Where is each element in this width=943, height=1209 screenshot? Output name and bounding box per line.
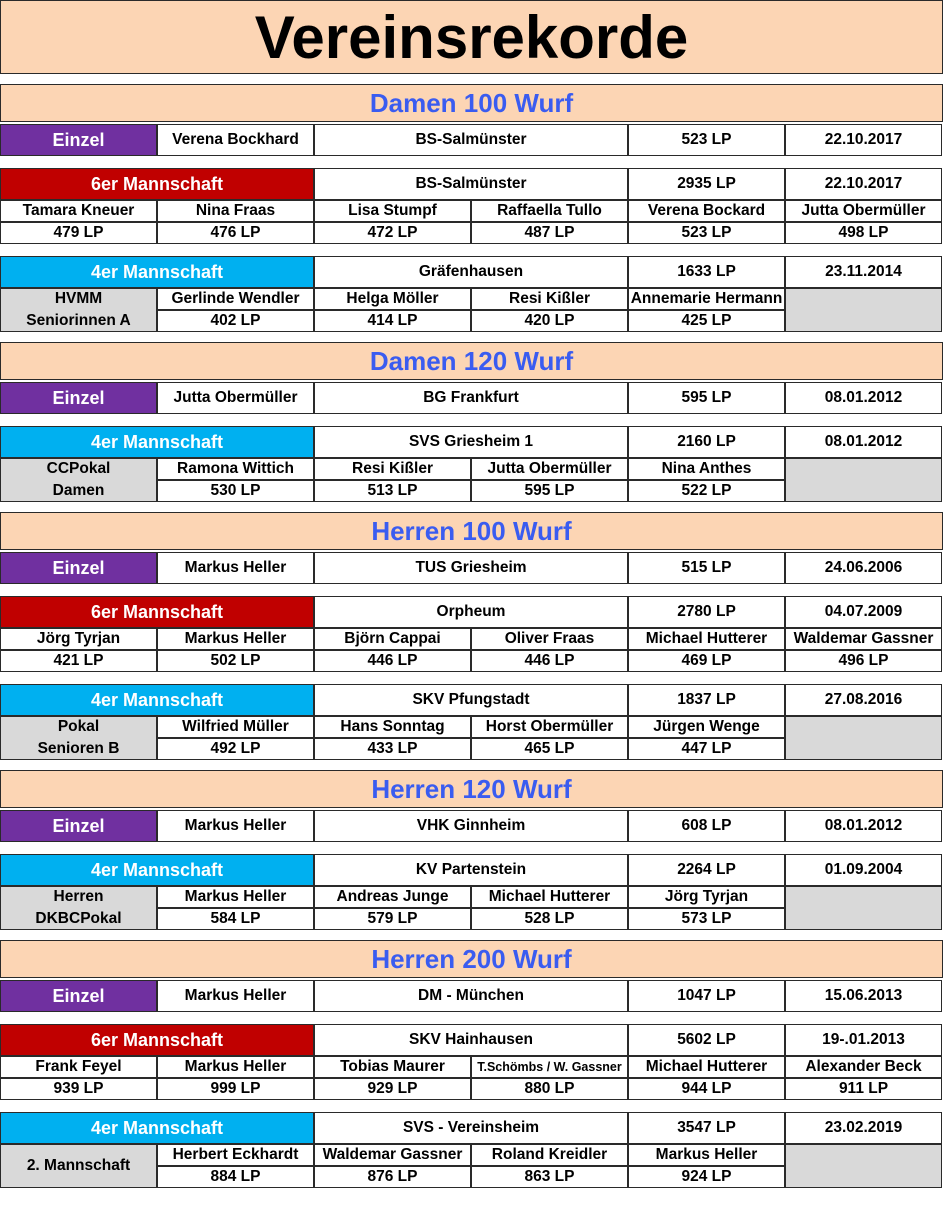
- member-name: Resi Kißler: [314, 458, 471, 480]
- member-name: Markus Heller: [628, 1144, 785, 1166]
- club-name: SKV Hainhausen: [314, 1024, 628, 1056]
- member-name: Markus Heller: [157, 628, 314, 650]
- category-label-einzel: Einzel: [0, 980, 157, 1012]
- member-score: 502 LP: [157, 650, 314, 672]
- member-score: 447 LP: [628, 738, 785, 760]
- club-name: BS-Salmünster: [314, 124, 628, 156]
- member-score: 414 LP: [314, 310, 471, 332]
- member-score: 573 LP: [628, 908, 785, 930]
- member-name: Jürgen Wenge: [628, 716, 785, 738]
- member-score: 876 LP: [314, 1166, 471, 1188]
- section-heading: Damen 120 Wurf: [0, 342, 943, 380]
- member-score: 579 LP: [314, 908, 471, 930]
- record-date: 23.11.2014: [785, 256, 942, 288]
- member-score: 595 LP: [471, 480, 628, 502]
- section-heading: Herren 120 Wurf: [0, 770, 943, 808]
- member-name: T.Schömbs / W. Gassner: [471, 1056, 628, 1078]
- member-score: 433 LP: [314, 738, 471, 760]
- total-score: 2935 LP: [628, 168, 785, 200]
- category-label-4er: 4er Mannschaft: [0, 684, 314, 716]
- record-date: 23.02.2019: [785, 1112, 942, 1144]
- section-heading: Herren 100 Wurf: [0, 512, 943, 550]
- competition-note: [0, 1144, 157, 1188]
- club-name: SVS - Vereinsheim: [314, 1112, 628, 1144]
- member-name: Annemarie Hermann: [628, 288, 785, 310]
- category-label-6er: 6er Mannschaft: [0, 596, 314, 628]
- member-name: Waldemar Gassner: [785, 628, 942, 650]
- total-score: 2780 LP: [628, 596, 785, 628]
- member-name: Andreas Junge: [314, 886, 471, 908]
- category-label-einzel: Einzel: [0, 124, 157, 156]
- total-score: 3547 LP: [628, 1112, 785, 1144]
- member-name: Verena Bockard: [628, 200, 785, 222]
- record-date: 04.07.2009: [785, 596, 942, 628]
- record-date: 08.01.2012: [785, 810, 942, 842]
- category-label-einzel: Einzel: [0, 810, 157, 842]
- member-score: 469 LP: [628, 650, 785, 672]
- category-label-4er: 4er Mannschaft: [0, 256, 314, 288]
- competition-note-line: CCPokal: [46, 460, 111, 477]
- member-name: Jutta Obermüller: [471, 458, 628, 480]
- record-date: 22.10.2017: [785, 124, 942, 156]
- member-name: Michael Hutterer: [628, 1056, 785, 1078]
- total-score: 1837 LP: [628, 684, 785, 716]
- member-name: Alexander Beck: [785, 1056, 942, 1078]
- member-name: Markus Heller: [157, 1056, 314, 1078]
- member-name: Frank Feyel: [0, 1056, 157, 1078]
- member-score: 999 LP: [157, 1078, 314, 1100]
- player-name: Jutta Obermüller: [157, 382, 314, 414]
- total-score: 5602 LP: [628, 1024, 785, 1056]
- competition-note: [0, 716, 157, 760]
- club-name: TUS Griesheim: [314, 552, 628, 584]
- empty-cell: [785, 458, 942, 502]
- competition-note: [0, 458, 157, 502]
- member-name: Waldemar Gassner: [314, 1144, 471, 1166]
- member-name: Jörg Tyrjan: [628, 886, 785, 908]
- member-score: 528 LP: [471, 908, 628, 930]
- competition-note: [0, 288, 157, 332]
- member-score: 465 LP: [471, 738, 628, 760]
- member-name: Roland Kreidler: [471, 1144, 628, 1166]
- competition-note-line: Damen: [52, 482, 105, 499]
- member-name: Tobias Maurer: [314, 1056, 471, 1078]
- total-score: 608 LP: [628, 810, 785, 842]
- member-score: 446 LP: [471, 650, 628, 672]
- member-score: 911 LP: [785, 1078, 942, 1100]
- empty-cell: [785, 716, 942, 760]
- member-name: Herbert Eckhardt: [157, 1144, 314, 1166]
- member-name: Jörg Tyrjan: [0, 628, 157, 650]
- player-name: Markus Heller: [157, 980, 314, 1012]
- member-name: Ramona Wittich: [157, 458, 314, 480]
- member-score: 476 LP: [157, 222, 314, 244]
- total-score: 2160 LP: [628, 426, 785, 458]
- member-name: Oliver Fraas: [471, 628, 628, 650]
- section-heading: Herren 200 Wurf: [0, 940, 943, 978]
- competition-note-line: Pokal: [57, 718, 100, 735]
- category-label-6er: 6er Mannschaft: [0, 168, 314, 200]
- member-score: 924 LP: [628, 1166, 785, 1188]
- category-label-6er: 6er Mannschaft: [0, 1024, 314, 1056]
- member-score: 425 LP: [628, 310, 785, 332]
- category-label-4er: 4er Mannschaft: [0, 1112, 314, 1144]
- competition-note-line: Herren: [53, 888, 104, 905]
- member-score: 513 LP: [314, 480, 471, 502]
- member-name: Nina Fraas: [157, 200, 314, 222]
- member-name: Raffaella Tullo: [471, 200, 628, 222]
- member-score: 584 LP: [157, 908, 314, 930]
- category-label-einzel: Einzel: [0, 552, 157, 584]
- member-name: Michael Hutterer: [471, 886, 628, 908]
- member-name: Michael Hutterer: [628, 628, 785, 650]
- club-name: BG Frankfurt: [314, 382, 628, 414]
- member-name: Resi Kißler: [471, 288, 628, 310]
- member-name: Wilfried Müller: [157, 716, 314, 738]
- member-name: Jutta Obermüller: [785, 200, 942, 222]
- member-name: Horst Obermüller: [471, 716, 628, 738]
- page-title: Vereinsrekorde: [0, 0, 943, 74]
- member-score: 492 LP: [157, 738, 314, 760]
- member-name: Markus Heller: [157, 886, 314, 908]
- member-name: Gerlinde Wendler: [157, 288, 314, 310]
- total-score: 1047 LP: [628, 980, 785, 1012]
- competition-note-line: DKBCPokal: [35, 910, 122, 927]
- club-name: Orpheum: [314, 596, 628, 628]
- club-name: BS-Salmünster: [314, 168, 628, 200]
- club-name: SVS Griesheim 1: [314, 426, 628, 458]
- member-score: 487 LP: [471, 222, 628, 244]
- empty-cell: [785, 288, 942, 332]
- record-date: 19-.01.2013: [785, 1024, 942, 1056]
- member-score: 939 LP: [0, 1078, 157, 1100]
- member-score: 522 LP: [628, 480, 785, 502]
- member-score: 472 LP: [314, 222, 471, 244]
- total-score: 515 LP: [628, 552, 785, 584]
- member-score: 446 LP: [314, 650, 471, 672]
- section-heading: Damen 100 Wurf: [0, 84, 943, 122]
- record-date: 08.01.2012: [785, 426, 942, 458]
- member-score: 884 LP: [157, 1166, 314, 1188]
- record-date: 15.06.2013: [785, 980, 942, 1012]
- member-score: 402 LP: [157, 310, 314, 332]
- member-name: Lisa Stumpf: [314, 200, 471, 222]
- record-date: 22.10.2017: [785, 168, 942, 200]
- competition-note: [0, 886, 157, 930]
- member-name: Helga Möller: [314, 288, 471, 310]
- member-name: Tamara Kneuer: [0, 200, 157, 222]
- competition-note-line: Senioren B: [37, 740, 120, 757]
- member-score: 929 LP: [314, 1078, 471, 1100]
- member-score: 863 LP: [471, 1166, 628, 1188]
- member-score: 421 LP: [0, 650, 157, 672]
- member-score: 496 LP: [785, 650, 942, 672]
- record-date: 08.01.2012: [785, 382, 942, 414]
- club-name: KV Partenstein: [314, 854, 628, 886]
- category-label-4er: 4er Mannschaft: [0, 854, 314, 886]
- total-score: 595 LP: [628, 382, 785, 414]
- club-name: VHK Ginnheim: [314, 810, 628, 842]
- player-name: Markus Heller: [157, 552, 314, 584]
- record-date: 27.08.2016: [785, 684, 942, 716]
- category-label-4er: 4er Mannschaft: [0, 426, 314, 458]
- club-name: DM - München: [314, 980, 628, 1012]
- competition-note-line: 2. Mannschaft: [26, 1157, 131, 1174]
- player-name: Verena Bockhard: [157, 124, 314, 156]
- competition-note-line: Seniorinnen A: [26, 312, 131, 329]
- record-date: 24.06.2006: [785, 552, 942, 584]
- category-label-einzel: Einzel: [0, 382, 157, 414]
- member-name: Nina Anthes: [628, 458, 785, 480]
- empty-cell: [785, 886, 942, 930]
- club-name: Gräfenhausen: [314, 256, 628, 288]
- member-score: 498 LP: [785, 222, 942, 244]
- total-score: 2264 LP: [628, 854, 785, 886]
- record-date: 01.09.2004: [785, 854, 942, 886]
- member-score: 523 LP: [628, 222, 785, 244]
- empty-cell: [785, 1144, 942, 1188]
- member-score: 530 LP: [157, 480, 314, 502]
- member-name: Hans Sonntag: [314, 716, 471, 738]
- member-score: 944 LP: [628, 1078, 785, 1100]
- club-name: SKV Pfungstadt: [314, 684, 628, 716]
- competition-note-line: HVMM: [54, 290, 103, 307]
- total-score: 523 LP: [628, 124, 785, 156]
- member-score: 420 LP: [471, 310, 628, 332]
- player-name: Markus Heller: [157, 810, 314, 842]
- total-score: 1633 LP: [628, 256, 785, 288]
- member-score: 479 LP: [0, 222, 157, 244]
- member-name: Björn Cappai: [314, 628, 471, 650]
- member-score: 880 LP: [471, 1078, 628, 1100]
